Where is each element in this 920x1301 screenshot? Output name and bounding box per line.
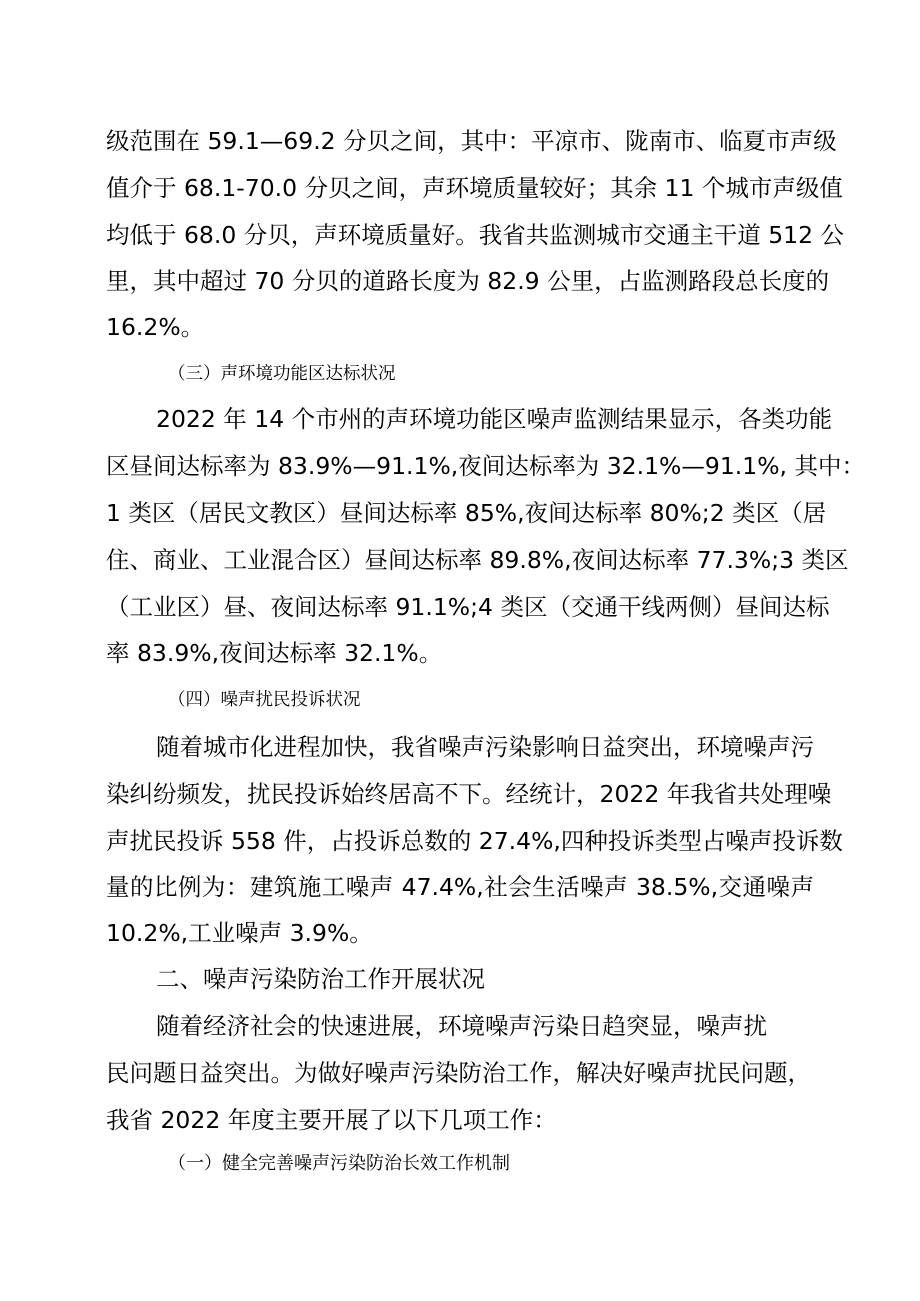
paragraph-line: 里，其中超过 70 分贝的道路长度为 82.9 公里，占监测路段总长度的 — [106, 267, 830, 295]
paragraph-line: 1 类区（居民文教区）昼间达标率 85%,夜间达标率 80%;2 类区（居 — [106, 499, 827, 527]
chapter-heading: 二、噪声污染防治工作开展状况 — [156, 965, 485, 993]
paragraph-line: 2022 年 14 个市州的声环境功能区噪声监测结果显示，各类功能 — [156, 405, 833, 433]
paragraph-line: 值介于 68.1-70.0 分贝之间，声环境质量较好；其余 11 个城市声级值 — [106, 174, 843, 202]
paragraph-line: 我省 2022 年度主要开展了以下几项工作： — [106, 1106, 557, 1134]
section-heading: （三）声环境功能区达标状况 — [168, 364, 396, 384]
section-heading: （四）噪声扰民投诉状况 — [168, 690, 361, 710]
paragraph-line: （工业区）昼、夜间达标率 91.1%;4 类区（交通干线两侧）昼间达标 — [106, 593, 830, 621]
paragraph-line: 区昼间达标率为 83.9%—91.1%,夜间达标率为 32.1%—91.1%, 其中： — [106, 452, 865, 480]
paragraph-line: 住、商业、工业混合区）昼间达标率 89.8%,夜间达标率 77.3%;3 类区 — [106, 546, 849, 574]
section-heading: （一）健全完善噪声污染防治长效工作机制 — [168, 1153, 510, 1174]
paragraph-line: 随着经济社会的快速进展，环境噪声污染日趋突显，噪声扰 — [156, 1012, 767, 1040]
paragraph-line: 随着城市化进程加快，我省噪声污染影响日益突出，环境噪声污 — [156, 733, 814, 761]
paragraph-line: 级范围在 59.1—69.2 分贝之间，其中：平凉市、陇南市、临夏市声级 — [106, 127, 837, 155]
paragraph-line: 10.2%,工业噪声 3.9%。 — [106, 919, 373, 947]
paragraph-line: 16.2%。 — [106, 313, 205, 341]
paragraph-line: 率 83.9%,夜间达标率 32.1%。 — [106, 639, 443, 667]
paragraph-line: 染纠纷频发，扰民投诉始终居高不下。经统计，2022 年我省共处理噪 — [106, 780, 832, 808]
paragraph-line: 民问题日益突出。为做好噪声污染防治工作，解决好噪声扰民问题， — [106, 1059, 811, 1087]
paragraph-line: 均低于 68.0 分贝，声环境质量好。我省共监测城市交通主干道 512 公 — [106, 221, 845, 249]
paragraph-line: 量的比例为：建筑施工噪声 47.4%,社会生活噪声 38.5%,交通噪声 — [106, 873, 814, 901]
paragraph-line: 声扰民投诉 558 件，占投诉总数的 27.4%,四种投诉类型占噪声投诉数 — [106, 827, 843, 855]
